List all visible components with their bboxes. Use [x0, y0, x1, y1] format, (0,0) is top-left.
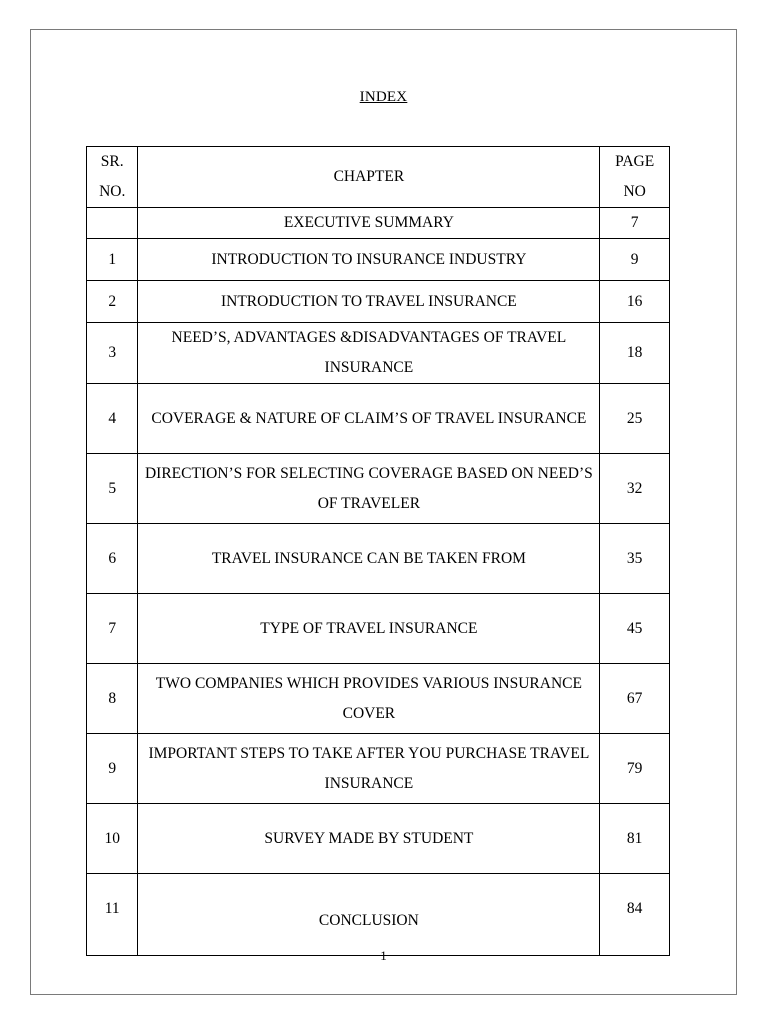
page-number: 1 [380, 948, 387, 963]
header-page-line1: PAGE [615, 153, 655, 170]
row-chapter: INTRODUCTION TO TRAVEL INSURANCE [138, 281, 600, 323]
table-row [87, 281, 670, 323]
table-row [87, 524, 670, 594]
row-page-no: 16 [600, 281, 670, 323]
row-chapter: DIRECTION’S FOR SELECTING COVERAGE BASED ON NEED’S OF TRAVELER [138, 454, 600, 524]
table-row [87, 874, 670, 956]
header-sr-no [87, 147, 138, 208]
row-page-no: 84 [600, 874, 670, 956]
table-row [87, 594, 670, 664]
row-sr-no: 10 [87, 804, 138, 874]
row-page-no: 32 [600, 454, 670, 524]
table-row [87, 734, 670, 804]
header-page-line2: NO [623, 183, 646, 200]
row-page-no: 81 [600, 804, 670, 874]
row-page-no: 9 [600, 239, 670, 281]
header-sr-line2: NO. [99, 183, 126, 200]
row-sr-no: 8 [87, 664, 138, 734]
row-sr-no: 4 [87, 384, 138, 454]
table-header-row [87, 147, 670, 208]
row-chapter: TRAVEL INSURANCE CAN BE TAKEN FROM [138, 524, 600, 594]
row-sr-no: 1 [87, 239, 138, 281]
index-table [86, 146, 670, 956]
row-sr-no: 3 [87, 323, 138, 384]
row-chapter: EXECUTIVE SUMMARY [138, 208, 600, 239]
row-page-no: 18 [600, 323, 670, 384]
table-row [87, 208, 670, 239]
page-title: INDEX [359, 89, 408, 105]
header-sr-line1: SR. [100, 153, 124, 170]
row-sr-no: 5 [87, 454, 138, 524]
row-chapter: TWO COMPANIES WHICH PROVIDES VARIOUS INSURANCE COVER [138, 664, 600, 734]
table-row [87, 664, 670, 734]
header-page-no [600, 147, 670, 208]
row-sr-no: 9 [87, 734, 138, 804]
row-chapter: SURVEY MADE BY STUDENT [138, 804, 600, 874]
row-chapter: IMPORTANT STEPS TO TAKE AFTER YOU PURCHASE TRAVEL INSURANCE [138, 734, 600, 804]
table-row [87, 323, 670, 384]
row-page-no: 79 [600, 734, 670, 804]
row-chapter: NEED’S, ADVANTAGES &DISADVANTAGES OF TRAVEL INSURANCE [138, 323, 600, 384]
document-page [30, 29, 737, 995]
row-sr-no: 6 [87, 524, 138, 594]
row-page-no: 45 [600, 594, 670, 664]
table-row [87, 454, 670, 524]
row-chapter: COVERAGE & NATURE OF CLAIM’S OF TRAVEL INSURANCE [138, 384, 600, 454]
row-sr-no: 2 [87, 281, 138, 323]
table-row [87, 239, 670, 281]
row-sr-no [87, 208, 138, 239]
row-chapter: TYPE OF TRAVEL INSURANCE [138, 594, 600, 664]
row-page-no: 67 [600, 664, 670, 734]
row-page-no: 25 [600, 384, 670, 454]
row-sr-no: 7 [87, 594, 138, 664]
table-row [87, 384, 670, 454]
row-sr-no: 11 [87, 874, 138, 956]
row-page-no: 35 [600, 524, 670, 594]
row-chapter: CONCLUSION [138, 874, 600, 956]
header-chapter: CHAPTER [138, 147, 600, 208]
row-page-no: 7 [600, 208, 670, 239]
table-row [87, 804, 670, 874]
row-chapter: INTRODUCTION TO INSURANCE INDUSTRY [138, 239, 600, 281]
